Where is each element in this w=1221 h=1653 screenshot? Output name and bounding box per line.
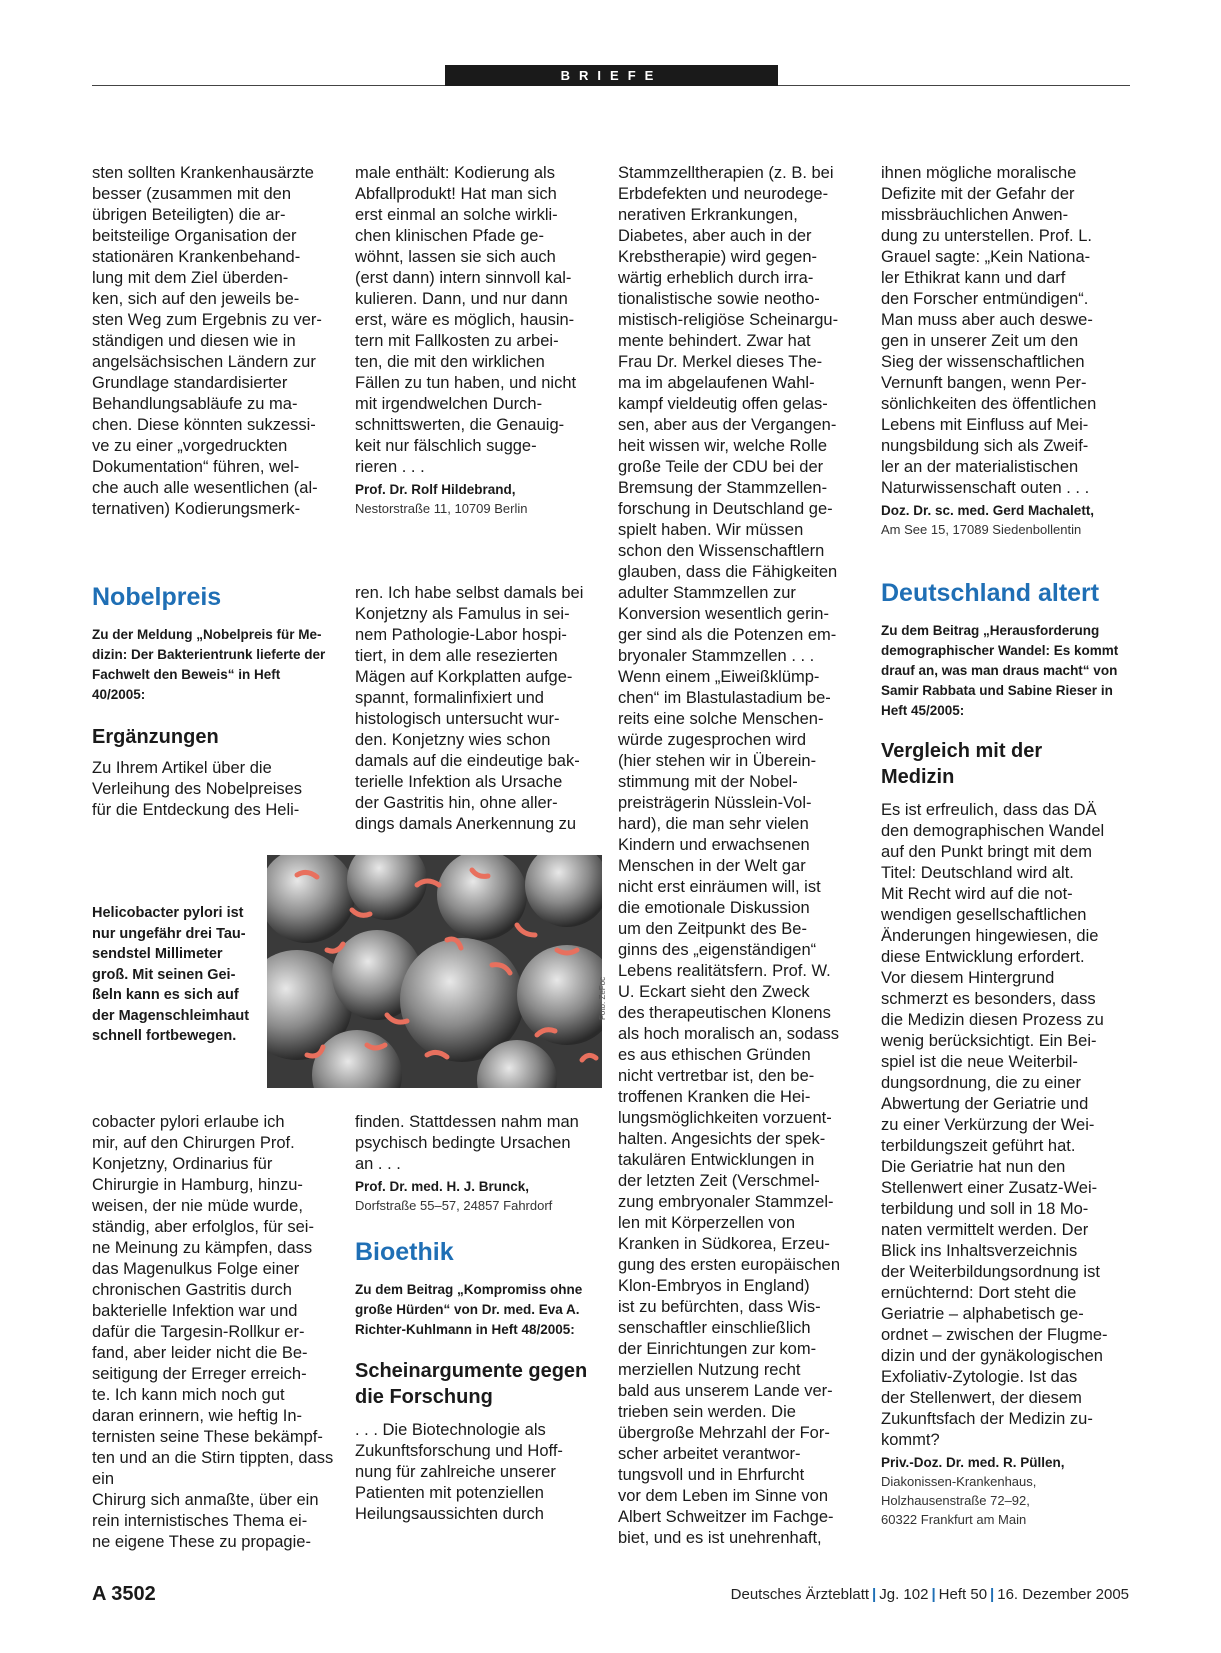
text-line: gung des ersten europäischen bbox=[618, 1256, 840, 1274]
text-line: schnell fortbewegen. bbox=[92, 1028, 237, 1044]
column-2-top bbox=[355, 163, 613, 518]
author-brunck: Prof. Dr. med. H. J. Brunck, bbox=[355, 1179, 530, 1194]
text-line: ist zu befürchten, dass Wis- bbox=[618, 1298, 821, 1316]
text-line: tiert, in dem alle resezierten bbox=[355, 647, 558, 665]
text-line: Lebens mit Einfluss auf Mei- bbox=[881, 416, 1089, 434]
text-line: demographischer Wandel: Es kommt bbox=[881, 643, 1119, 658]
text-line: Albert Schweitzer im Fachge- bbox=[618, 1508, 834, 1526]
text-line: U. Eckart sieht den Zweck bbox=[618, 983, 810, 1001]
journal-name: Deutsches Ärzteblatt bbox=[730, 1586, 870, 1603]
text-line: Dokumentation“ führen, wel- bbox=[92, 458, 300, 476]
text-line: stimmung mit der Nobel- bbox=[618, 773, 798, 791]
section-label: BRIEFE bbox=[445, 65, 778, 86]
helicobacter-image bbox=[267, 855, 602, 1088]
text-line: Holzhausenstraße 72–92, bbox=[881, 1493, 1030, 1508]
page-number: A 3502 bbox=[92, 1583, 156, 1605]
text-line: naten vermittelt werden. Der bbox=[881, 1221, 1089, 1239]
reference-nobelpreis bbox=[92, 625, 350, 705]
text-line: Bremsung der Stammzellen- bbox=[618, 479, 828, 497]
text-line: Klon-Embryos in England) bbox=[618, 1277, 810, 1295]
text-line: Krebstherapie) wird gegen- bbox=[618, 248, 818, 266]
text-line: diese Entwicklung erfordert. bbox=[881, 948, 1085, 966]
text-line: dizin und der gynäkologischen bbox=[881, 1347, 1103, 1365]
address-machalett bbox=[881, 520, 1139, 539]
text-line: nicht erst einräumen will, ist bbox=[618, 878, 821, 896]
text-line: gen in unserer Zeit um den bbox=[881, 332, 1079, 350]
text-line: die emotionale Diskussion bbox=[618, 899, 810, 917]
text-line: Änderungen hingewiesen, die bbox=[881, 927, 1099, 945]
address-brunck bbox=[355, 1196, 613, 1215]
text-line: tionalistische sowie neotho- bbox=[618, 290, 820, 308]
letter-text bbox=[355, 1112, 613, 1175]
text-line: das Magenulkus Folge einer bbox=[92, 1260, 300, 1278]
text-line: der Einrichtungen zur kom- bbox=[618, 1340, 817, 1358]
text-line: spiel ist die neue Weiterbil- bbox=[881, 1053, 1078, 1071]
text-line: ler an der materialistischen bbox=[881, 458, 1079, 476]
journal-date: 16. Dezember 2005 bbox=[997, 1586, 1129, 1603]
text-line: Stammzelltherapien (z. B. bei bbox=[618, 164, 834, 182]
footer-separator: | bbox=[990, 1586, 995, 1603]
text-line: len mit Körperzellen von bbox=[618, 1214, 796, 1232]
text-line: Titel: Deutschland wird alt. bbox=[881, 864, 1074, 882]
text-line: übrigen Beteiligten) die ar- bbox=[92, 206, 286, 224]
address-puellen bbox=[881, 1472, 1139, 1529]
heading-deutschland-altert: Deutschland altert bbox=[881, 579, 1100, 607]
text-line: Lebens realitätsfern. Prof. W. bbox=[618, 962, 831, 980]
text-line: kulieren. Dann, und nur dann bbox=[355, 290, 568, 308]
text-line: Diabetes, aber auch in der bbox=[618, 227, 812, 245]
text-line: für die Entdeckung des Heli- bbox=[92, 801, 300, 819]
text-line: Chirurg sich anmaßte, über ein bbox=[92, 1491, 319, 1509]
text-line: bryonaler Stammzellen . . . bbox=[618, 647, 815, 665]
text-line: mir, auf den Chirurgen Prof. bbox=[92, 1134, 295, 1152]
text-line: rein internistisches Thema ei- bbox=[92, 1512, 308, 1530]
text-line: Vernunft bangen, wenn Per- bbox=[881, 374, 1087, 392]
text-line: scher arbeitet verantwor- bbox=[618, 1445, 801, 1463]
text-line: forschung in Deutschland ge- bbox=[618, 500, 833, 518]
text-line: stationären Krankenbehand- bbox=[92, 248, 301, 266]
text-line: senschaftler einschließlich bbox=[618, 1319, 811, 1337]
text-line: heit wissen wir, welche Rolle bbox=[618, 437, 828, 455]
heading-nobelpreis: Nobelpreis bbox=[92, 583, 222, 611]
text-line: ordnet – zwischen der Flugme- bbox=[881, 1326, 1108, 1344]
column-2-bottom bbox=[355, 1112, 613, 1525]
text-line: nerativen Erkrankungen, bbox=[618, 206, 798, 224]
text-line: ten und an die Stirn tippten, dass ein bbox=[92, 1449, 334, 1488]
letter-text bbox=[618, 163, 876, 1549]
text-line: te. Ich kann mich noch gut bbox=[92, 1386, 285, 1404]
helicobacter-photo bbox=[267, 855, 602, 1088]
text-line: der Weiterbildungsordnung ist bbox=[881, 1263, 1100, 1281]
text-line: ne eigene These zu propagie- bbox=[92, 1533, 311, 1551]
text-line: bakterielle Infektion war und bbox=[92, 1302, 298, 1320]
text-line: Heft 45/2005: bbox=[881, 703, 965, 718]
text-line: Nestorstraße 11, 10709 Berlin bbox=[355, 501, 528, 516]
text-line: der Magenschleimhaut bbox=[92, 1007, 250, 1024]
column-4-top bbox=[881, 163, 1139, 539]
text-line: Diakonissen-Krankenhaus, bbox=[881, 1474, 1037, 1489]
text-line: damals auf die eindeutige bak- bbox=[355, 752, 580, 770]
text-line: ßeln kann es sich auf bbox=[92, 987, 239, 1003]
subheading-vergleich bbox=[881, 738, 1139, 790]
text-line: der Gastritis hin, ohne aller- bbox=[355, 794, 558, 812]
text-line: um den Zeitpunkt des Be- bbox=[618, 920, 807, 938]
text-line: troffenen Kranken die Hei- bbox=[618, 1088, 811, 1106]
text-line: an . . . bbox=[355, 1155, 401, 1173]
column-3 bbox=[618, 163, 876, 1549]
text-line: sendstel Millimeter bbox=[92, 946, 223, 962]
address-hildebrand bbox=[355, 499, 613, 518]
text-line: 60322 Frankfurt am Main bbox=[881, 1512, 1027, 1527]
reference-altert bbox=[881, 621, 1139, 721]
text-line: dafür die Targesin-Rollkur er- bbox=[92, 1323, 305, 1341]
deutschland-altert-section bbox=[881, 578, 1139, 1529]
text-line: dungsordnung, die zu einer bbox=[881, 1074, 1081, 1092]
text-line: finden. Stattdessen nahm man bbox=[355, 1113, 579, 1131]
text-line: es aus ethischen Gründen bbox=[618, 1046, 811, 1064]
text-line: Kindern und erwachsenen bbox=[618, 836, 810, 854]
text-line: weisen, der nie müde wurde, bbox=[92, 1197, 303, 1215]
text-line: terielle Infektion als Ursache bbox=[355, 773, 563, 791]
text-line: sten Weg zum Ergebnis zu ver- bbox=[92, 311, 322, 329]
text-line: mistisch-religiöse Scheinargu- bbox=[618, 311, 839, 329]
column-1-bottom bbox=[92, 1112, 350, 1553]
text-line: . . . Die Biotechnologie als bbox=[355, 1421, 546, 1439]
text-line: Geriatrie – alphabetisch ge- bbox=[881, 1305, 1084, 1323]
text-line: zung embryonaler Stammzel- bbox=[618, 1193, 834, 1211]
text-line: sten sollten Krankenhausärzte bbox=[92, 164, 314, 182]
text-line: Richter-Kuhlmann in Heft 48/2005: bbox=[355, 1322, 575, 1337]
text-line: ständigen und diesen wie in bbox=[92, 332, 296, 350]
text-line: tern mit Fallkosten zu arbei- bbox=[355, 332, 559, 350]
text-line: Heilungsaussichten durch bbox=[355, 1505, 544, 1523]
text-line: fand, aber leider nicht die Be- bbox=[92, 1344, 308, 1362]
text-line: große Teile der CDU bei der bbox=[618, 458, 824, 476]
text-line: den. Konjetzny wies schon bbox=[355, 731, 551, 749]
text-line: mit irgendwelchen Durch- bbox=[355, 395, 543, 413]
text-line: seitigung der Erreger erreich- bbox=[92, 1365, 307, 1383]
text-line: Konversion wesentlich gerin- bbox=[618, 605, 829, 623]
text-line: ne Meinung zu kämpfen, dass bbox=[92, 1239, 313, 1257]
text-line: Die Geriatrie hat nun den bbox=[881, 1158, 1066, 1176]
text-line: Blick ins Inhaltsverzeichnis bbox=[881, 1242, 1078, 1260]
text-line: Stellenwert einer Zusatz-Wei- bbox=[881, 1179, 1098, 1197]
text-line: den demographischen Wandel bbox=[881, 822, 1105, 840]
text-line: cobacter pylori erlaube ich bbox=[92, 1113, 285, 1131]
letter-text bbox=[92, 1112, 350, 1553]
text-line: die Medizin diesen Prozess zu bbox=[881, 1011, 1104, 1029]
text-line: ten, die mit den wirklichen bbox=[355, 353, 545, 371]
text-line: der letzten Zeit (Verschmel- bbox=[618, 1172, 820, 1190]
text-line: missbräuchlichen Anwen- bbox=[881, 206, 1069, 224]
text-line: Zu Ihrem Artikel über die bbox=[92, 759, 272, 777]
text-line: Konjetzny als Famulus in sei- bbox=[355, 605, 570, 623]
letter-text bbox=[881, 800, 1139, 1451]
text-line: spielt haben. Wir müssen bbox=[618, 521, 804, 539]
text-line: ken, sich auf den jeweils be- bbox=[92, 290, 300, 308]
text-line: wöhnt, lassen sie sich auch bbox=[355, 248, 556, 266]
text-line: glauben, dass die Fähigkeiten bbox=[618, 563, 838, 581]
text-line: besser (zusammen mit den bbox=[92, 185, 291, 203]
text-line: trieben sein werden. Die bbox=[618, 1403, 796, 1421]
text-line: ernüchternd: Dort steht die bbox=[881, 1284, 1077, 1302]
text-line: Vergleich mit der bbox=[881, 740, 1043, 762]
text-line: (hier stehen wir in Überein- bbox=[618, 752, 817, 770]
text-line: ma im abgelaufenen Wahl- bbox=[618, 374, 815, 392]
text-line: dizin: Der Bakterientrunk lieferte der bbox=[92, 647, 326, 662]
text-line: erst, wäre es möglich, hausin- bbox=[355, 311, 575, 329]
text-line: beitsteilige Organisation der bbox=[92, 227, 297, 245]
letter-text bbox=[92, 163, 350, 520]
text-line: chen klinischen Pfade ge- bbox=[355, 227, 544, 245]
text-line: histologisch untersucht wur- bbox=[355, 710, 560, 728]
text-line: takulären Entwicklungen in bbox=[618, 1151, 815, 1169]
text-line: Am See 15, 17089 Siedenbollentin bbox=[881, 522, 1082, 537]
text-line: wärtig erheblich durch irra- bbox=[618, 269, 814, 287]
letter-text bbox=[355, 163, 613, 478]
text-line: Verleihung des Nobelpreises bbox=[92, 780, 303, 798]
text-line: große Hürden“ von Dr. med. Eva A. bbox=[355, 1302, 580, 1317]
text-line: mente behindert. Zwar hat bbox=[618, 332, 811, 350]
text-line: Es ist erfreulich, dass das DÄ bbox=[881, 801, 1097, 819]
text-line: Patienten mit potenziellen bbox=[355, 1484, 544, 1502]
text-line: als hoch moralisch an, sodass bbox=[618, 1025, 840, 1043]
text-line: psychisch bedingte Ursachen bbox=[355, 1134, 571, 1152]
footer-separator: | bbox=[872, 1586, 877, 1603]
footer-separator: | bbox=[931, 1586, 936, 1603]
text-line: groß. Mit seinen Gei- bbox=[92, 966, 236, 983]
text-line: der Stellenwert, der diesem bbox=[881, 1389, 1082, 1407]
text-line: Fällen zu tun haben, und nicht bbox=[355, 374, 577, 392]
text-line: merziellen Nutzung recht bbox=[618, 1361, 801, 1379]
text-line: 40/2005: bbox=[92, 687, 146, 702]
text-line: wendigen gesellschaftlichen bbox=[881, 906, 1087, 924]
text-line: reits eine solche Menschen- bbox=[618, 710, 824, 728]
text-line: schmerzt es besonders, dass bbox=[881, 990, 1096, 1008]
text-line: lung mit dem Ziel überden- bbox=[92, 269, 289, 287]
text-line: Helicobacter pylori ist bbox=[92, 905, 244, 921]
photo-credit: Foto: ZeFoc bbox=[598, 976, 607, 1020]
text-line: Wenn einem „Eiweißklümp- bbox=[618, 668, 820, 686]
text-line: Grundlage standardisierter bbox=[92, 374, 288, 392]
text-line: Defizite mit der Gefahr der bbox=[881, 185, 1075, 203]
author-puellen: Priv.-Doz. Dr. med. R. Püllen, bbox=[881, 1455, 1065, 1470]
letter-text bbox=[92, 758, 350, 821]
text-line: rieren . . . bbox=[355, 458, 425, 476]
text-line: des therapeutischen Klonens bbox=[618, 1004, 831, 1022]
text-line: spannt, formalinfixiert und bbox=[355, 689, 544, 707]
figure-caption bbox=[92, 903, 264, 1047]
text-line: vor dem Leben im Sinne von bbox=[618, 1487, 829, 1505]
text-line: Man muss aber auch deswe- bbox=[881, 311, 1093, 329]
text-line: Zukunftsfach der Medizin zu- bbox=[881, 1410, 1093, 1428]
text-line: Zu dem Beitrag „Kompromiss ohne bbox=[355, 1282, 583, 1297]
text-line: bald aus unserem Lande ver- bbox=[618, 1382, 833, 1400]
text-line: Kranken in Südkorea, Erzeu- bbox=[618, 1235, 830, 1253]
text-line: ternisten seine These bekämpf- bbox=[92, 1428, 323, 1446]
text-line: sönlichkeiten des öffentlichen bbox=[881, 395, 1097, 413]
text-line: kampf vieldeutig offen gelas- bbox=[618, 395, 828, 413]
nobelpreis-section bbox=[92, 582, 350, 821]
text-line: auf den Punkt bringt mit dem bbox=[881, 843, 1092, 861]
text-line: male enthält: Kodierung als bbox=[355, 164, 555, 182]
text-line: nungsbildung sich als Zweif- bbox=[881, 437, 1089, 455]
journal-footer bbox=[731, 1586, 1129, 1603]
author-hildebrand: Prof. Dr. Rolf Hildebrand, bbox=[355, 482, 516, 497]
letter-text bbox=[881, 163, 1139, 499]
text-line: Abwertung der Geriatrie und bbox=[881, 1095, 1089, 1113]
text-line: schon den Wissenschaftlern bbox=[618, 542, 825, 560]
text-line: den Forscher entmündigen“. bbox=[881, 290, 1089, 308]
text-line: Frau Dr. Merkel dieses The- bbox=[618, 353, 823, 371]
text-line: biet, und es ist unehrenhaft, bbox=[618, 1529, 822, 1547]
text-line: Scheinargumente gegen bbox=[355, 1360, 588, 1382]
text-line: hard), die man sehr vielen bbox=[618, 815, 809, 833]
text-line: zu einer Verkürzung der Wei- bbox=[881, 1116, 1095, 1134]
text-line: terbildungszeit geführt hat. bbox=[881, 1137, 1076, 1155]
text-line: angelsächsischen Ländern zur bbox=[92, 353, 316, 371]
text-line: schnittswerten, die Genauig- bbox=[355, 416, 565, 434]
text-line: ihnen mögliche moralische bbox=[881, 164, 1077, 182]
text-line: ständig, aber erfolglos, für sei- bbox=[92, 1218, 314, 1236]
text-line: Erbdefekten und neurodege- bbox=[618, 185, 829, 203]
text-line: Samir Rabbata und Sabine Rieser in bbox=[881, 683, 1113, 698]
letter-text bbox=[355, 583, 613, 835]
text-line: Mägen auf Korkplatten aufge- bbox=[355, 668, 573, 686]
text-line: ren. Ich habe selbst damals bei bbox=[355, 584, 584, 602]
text-line: die Forschung bbox=[355, 1386, 493, 1408]
subheading-ergaenzungen: Ergänzungen bbox=[92, 726, 219, 748]
text-line: ger sind als die Potenzen em- bbox=[618, 626, 837, 644]
text-line: lungsmöglichkeiten vorzuent- bbox=[618, 1109, 832, 1127]
text-line: tungsvoll und in Ehrfurcht bbox=[618, 1466, 805, 1484]
text-line: Medizin bbox=[881, 766, 955, 788]
text-line: erst einmal an solche wirkli- bbox=[355, 206, 558, 224]
text-line: Dorfstraße 55–57, 24857 Fahrdorf bbox=[355, 1198, 553, 1213]
text-line: Menschen in der Welt gar bbox=[618, 857, 806, 875]
text-line: würde zugesprochen wird bbox=[618, 731, 807, 749]
text-line: nem Pathologie-Labor hospi- bbox=[355, 626, 567, 644]
text-line: ler Ethikrat kann und darf bbox=[881, 269, 1066, 287]
text-line: Konjetzny, Ordinarius für bbox=[92, 1155, 273, 1173]
subheading-scheinargumente bbox=[355, 1358, 613, 1410]
text-line: halten. Angesichts der spek- bbox=[618, 1130, 826, 1148]
text-line: keit nur fälschlich sugge- bbox=[355, 437, 537, 455]
text-line: Abfallprodukt! Hat man sich bbox=[355, 185, 557, 203]
text-line: Mit Recht wird auf die not- bbox=[881, 885, 1073, 903]
journal-issue: Heft 50 bbox=[938, 1586, 988, 1603]
text-line: Naturwissenschaft outen . . . bbox=[881, 479, 1090, 497]
heading-bioethik: Bioethik bbox=[355, 1238, 454, 1266]
text-line: Zukunftsforschung und Hoff- bbox=[355, 1442, 563, 1460]
reference-bioethik bbox=[355, 1280, 613, 1340]
journal-volume: Jg. 102 bbox=[879, 1586, 929, 1603]
author-machalett: Doz. Dr. sc. med. Gerd Machalett, bbox=[881, 503, 1095, 518]
column-2-middle bbox=[355, 583, 613, 835]
text-line: Vor diesem Hintergrund bbox=[881, 969, 1055, 987]
text-line: sen, aber aus der Vergangen- bbox=[618, 416, 837, 434]
text-line: chen. Diese könnten sukzessi- bbox=[92, 416, 316, 434]
text-line: adulter Stammzellen zur bbox=[618, 584, 796, 602]
text-line: Chirurgie in Hamburg, hinzu- bbox=[92, 1176, 303, 1194]
text-line: Sieg der wissenschaftlichen bbox=[881, 353, 1085, 371]
text-line: preisträgerin Nüsslein-Vol- bbox=[618, 794, 812, 812]
text-line: Grauel sagte: „Kein Nationa- bbox=[881, 248, 1091, 266]
text-line: dings damals Anerkennung zu bbox=[355, 815, 577, 833]
text-line: Fachwelt den Beweis“ in Heft bbox=[92, 667, 281, 682]
text-line: chronischen Gastritis durch bbox=[92, 1281, 292, 1299]
column-1-top bbox=[92, 163, 350, 520]
text-line: Zu der Meldung „Nobelpreis für Me- bbox=[92, 627, 322, 642]
text-line: nicht vertretbar ist, den be- bbox=[618, 1067, 815, 1085]
text-line: chen“ im Blastulastadium be- bbox=[618, 689, 831, 707]
text-line: nur ungefähr drei Tau- bbox=[92, 925, 246, 942]
text-line: terbildung und soll in 18 Mo- bbox=[881, 1200, 1089, 1218]
text-line: (erst dann) intern sinnvoll kal- bbox=[355, 269, 572, 287]
text-line: ve zu einer „vorgedruckten bbox=[92, 437, 288, 455]
text-line: Behandlungsabläufe zu ma- bbox=[92, 395, 298, 413]
text-line: dung zu unterstellen. Prof. L. bbox=[881, 227, 1092, 245]
text-line: übergroße Mehrzahl der For- bbox=[618, 1424, 830, 1442]
text-line: daran erinnern, wie heftig In- bbox=[92, 1407, 303, 1425]
text-line: ternativen) Kodierungsmerk- bbox=[92, 500, 301, 518]
text-line: wenig berücksichtigt. Ein Bei- bbox=[881, 1032, 1097, 1050]
text-line: ginns des „eigenständigen“ bbox=[618, 941, 817, 959]
text-line: kommt? bbox=[881, 1431, 940, 1449]
text-line: Zu dem Beitrag „Herausforderung bbox=[881, 623, 1100, 638]
text-line: nung für zahlreiche unserer bbox=[355, 1463, 556, 1481]
text-line: Exfoliativ-Zytologie. Ist das bbox=[881, 1368, 1078, 1386]
letter-text bbox=[355, 1420, 613, 1525]
text-line: drauf an, was man draus macht“ von bbox=[881, 663, 1118, 678]
text-line: che auch alle wesentlichen (al- bbox=[92, 479, 318, 497]
